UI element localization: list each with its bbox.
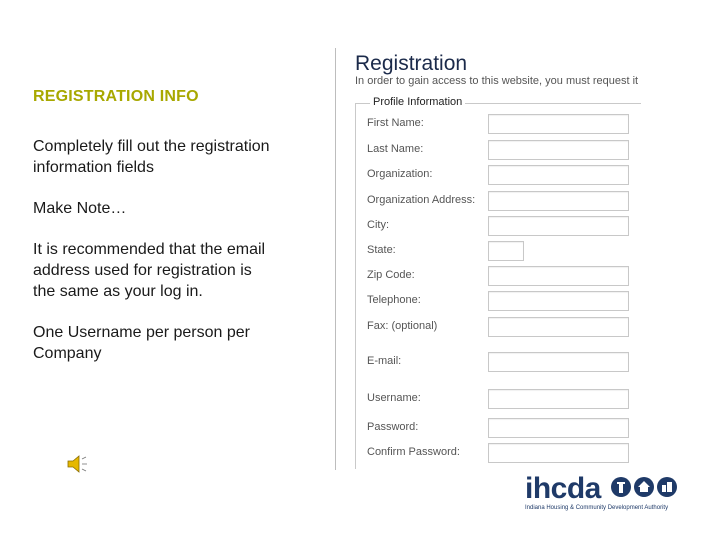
field-label: Telephone:	[367, 294, 421, 306]
ihcda-logo	[525, 472, 695, 518]
speaker-icon[interactable]	[66, 452, 92, 476]
field-label: E-mail:	[367, 355, 402, 367]
password-input[interactable]	[488, 418, 629, 438]
field-label: Organization Address:	[367, 194, 476, 206]
note-one-username: One Username per person per Company	[33, 324, 250, 362]
notes-heading: REGISTRATION INFO	[33, 88, 199, 105]
field-label: State:	[367, 244, 396, 256]
first-name-input[interactable]	[488, 114, 629, 134]
logo-wordmark: ihcda	[525, 472, 601, 505]
community-icon	[657, 477, 677, 497]
city-input[interactable]	[488, 216, 629, 236]
field-label: City:	[367, 219, 389, 231]
field-label: Fax: (optional)	[367, 320, 438, 332]
organization-address-input[interactable]	[488, 191, 629, 211]
email-input[interactable]	[488, 352, 629, 372]
field-label: Confirm Password:	[367, 446, 460, 458]
note-fill-out: Completely fill out the registration information fields	[33, 138, 270, 176]
fax-input[interactable]	[488, 317, 629, 337]
zip-code-input[interactable]	[488, 266, 629, 286]
registration-subtitle: In order to gain access to this website, you must request it	[355, 75, 639, 87]
username-input[interactable]	[488, 389, 629, 409]
field-label: Password:	[367, 421, 419, 433]
note-email-recommendation: It is recommended that the email address used for registration is the same as your log in.	[33, 241, 266, 300]
logo-tagline: Indiana Housing & Community Development Authority	[525, 505, 669, 511]
house-icon	[634, 477, 654, 497]
confirm-password-input[interactable]	[488, 443, 629, 463]
person-icon	[611, 477, 631, 497]
notes-panel	[33, 88, 273, 384]
field-label: Organization:	[367, 168, 433, 180]
logo-icons	[611, 477, 677, 497]
profile-legend: Profile Information	[370, 96, 465, 108]
state-input[interactable]	[488, 241, 524, 261]
registration-title: Registration	[355, 52, 468, 75]
field-label: First Name:	[367, 117, 424, 129]
divider	[335, 48, 336, 470]
last-name-input[interactable]	[488, 140, 629, 160]
note-make-note: Make Note…	[33, 200, 127, 217]
field-label: Last Name:	[367, 143, 424, 155]
field-label: Username:	[367, 392, 421, 404]
telephone-input[interactable]	[488, 291, 629, 311]
organization-input[interactable]	[488, 165, 629, 185]
field-label: Zip Code:	[367, 269, 415, 281]
